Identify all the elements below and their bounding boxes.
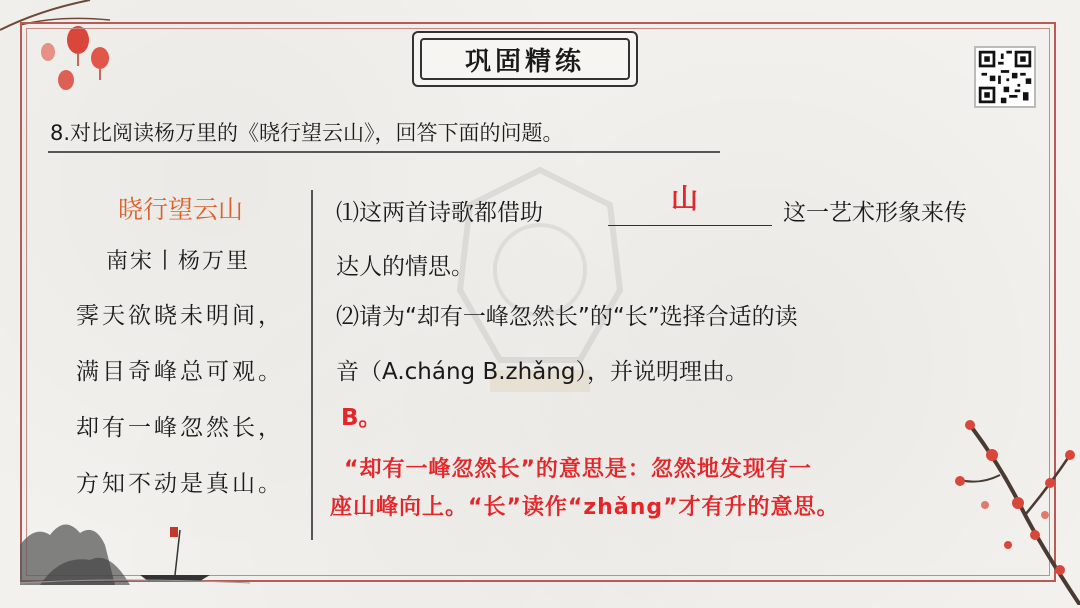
question-underline (48, 151, 720, 153)
answer-blank (608, 225, 772, 226)
qr-code-icon (974, 46, 1036, 108)
answer-2-reason-line-2: 座山峰向上。“长”读作“zhǎng”才有升的意思。 (330, 495, 840, 520)
ink-landscape-icon (20, 505, 250, 585)
poem-line-3: 却有一峰忽然长， (76, 415, 284, 441)
poem-line-2: 满目奇峰总可观。 (76, 359, 284, 385)
poem-author: 南宋丨杨万里 (106, 249, 251, 274)
poem-line-4: 方知不动是真山。 (76, 471, 284, 497)
question-prompt: 8.对比阅读杨万里的《晓行望云山》，回答下面的问题。 (50, 121, 564, 145)
subquestion-2-text-b: 音（A.cháng B.zhǎng），并说明理由。 (336, 359, 748, 385)
subquestion-1-text-a: ⑴这两首诗歌都借助 (336, 200, 543, 226)
subquestion-1-text-c: 达人的情思。 (336, 254, 474, 280)
answer-1: 山 (671, 184, 698, 215)
plum-blossom-icon (930, 395, 1080, 605)
subquestion-2-text-a: ⑵请为“却有一峰忽然长”的“长”选择合适的读 (336, 304, 798, 330)
answer-2-choice: B。 (341, 405, 382, 431)
subquestion-1-text-b: 这一艺术形象来传 (783, 200, 967, 226)
answer-2-reason-line-1: “却有一峰忽然长”的意思是：忽然地发现有一 (344, 457, 812, 482)
page-title: 巩固精练 (464, 46, 585, 77)
poem-line-1: 霁天欲晓未明间， (76, 303, 284, 329)
poem-title: 晓行望云山 (118, 195, 244, 224)
title-plaque (412, 31, 638, 87)
column-divider (311, 190, 313, 540)
